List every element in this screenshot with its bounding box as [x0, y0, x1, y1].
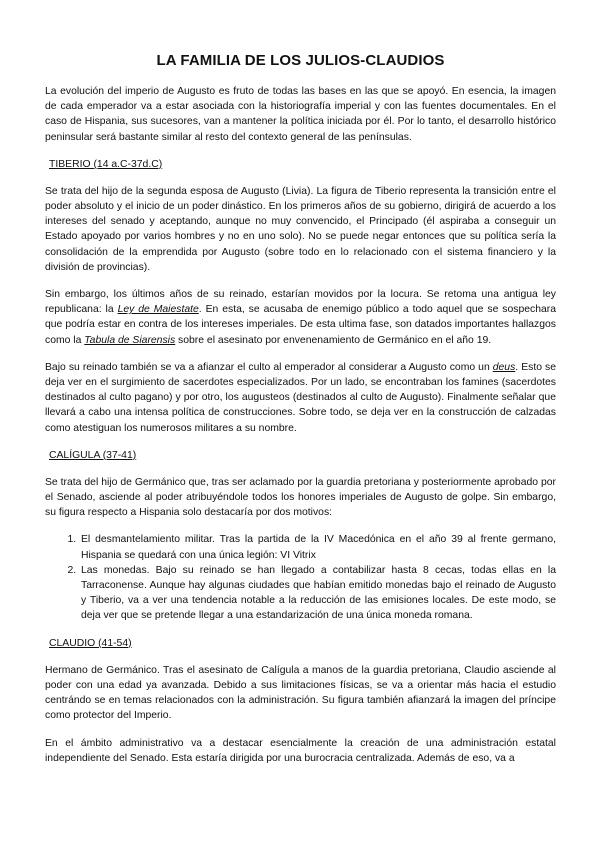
ley-de-maiestate: Ley de Maiestate	[117, 304, 199, 316]
deus-term: deus	[492, 361, 516, 373]
document-title: LA FAMILIA DE LOS JULIOS-CLAUDIOS	[156, 52, 445, 69]
tiberio-p2-text-b: . En esta, se acusaba de enemigo público a todo aquel que se sospechara que podría estar en contra de los intereses imperiales. De esta ultima fase, son datados importantes hallazgos como la	[45, 304, 556, 346]
list-item: 1. El desmantelamiento militar. Tras la partida de la IV Macedónica en el año 39 al frente germano, Hispania se quedará con una única legión: VI Vitrix	[79, 532, 556, 562]
tiberio-p3-text-b: . Esto se deja ver en el surgimiento de sacerdotes especializados. Por un lado, se encontraban los famines (sacerdotes destinados al culto pagano) y por otro, los augusteos (destinados al culto de Augusto). Finalmente señalar que llevará a cabo una intensa política de construcciones. Sobre todo, se deja ver en la construcción de calzadas como atestiguan los numerosos militares a su nombre.	[45, 361, 556, 434]
tiberio-heading: TIBERIO (14 a.C-37d.C)	[49, 158, 163, 170]
claudio-paragraph-1: Hermano de Germánico. Tras el asesinato de Calígula a manos de la guardia pretoriana, Claudio asciende al poder con una edad ya avanzada. Debido a sus limitaciones físicas, se va a orientar más hacia el estudio centrándo se en temas relacionados con la administración. Su figura también afianzará la imagen del príncipe como protector del Imperio.	[45, 664, 556, 722]
intro-paragraph: La evolución del imperio de Augusto es fruto de todas las bases en las que se apoyó. En esencia, la imagen de cada emperador va a estar asociada con la historiografía imperial y con las fuentes documentales. En el caso de Hispania, sus sucesores, van a mantener la política iniciada por él. Por lo tanto, el desarrollo histórico peninsular será bastante similar al resto del contexto general de las penínsulas.	[45, 86, 556, 143]
claudio-heading: CLAUDIO (41-54)	[49, 637, 132, 649]
tiberio-p3-text-a: Bajo su reinado también se va a afianzar el culto al emperador al considerar a Augusto como un	[45, 361, 493, 373]
tiberio-paragraph-1: Se trata del hijo de la segunda esposa de Augusto (Livia). La figura de Tiberio representa la transición entre el poder absoluto y el inicio de un poder dinástico. En los primeros años de su gobierno, dirigirá de acuerdo a los intereses del senado y aceptando, aunque no muy convencido, el Principado (él aspiraba a conseguir un Estado apoyado por varios hombres y no en uno solo). No se puede negar entonces que su política sería la consolidación de la emprendida por Augusto (sobre todo en lo relacionado con el sistema financiero y la división de provincias).	[45, 185, 556, 273]
caligula-heading: CALÍGULA (37-41)	[49, 449, 137, 461]
tabula-de-siarensis: Tabula de Siarensis	[84, 334, 176, 346]
tiberio-paragraph-2	[45, 287, 556, 348]
tiberio-p2-text-c: sobre el asesinato por envenenamiento de Germánico en el año 19.	[175, 334, 492, 346]
claudio-paragraph-2: En el ámbito administrativo va a destacar esencialmente la creación de una administración estatal independiente del Senado. Esta estaría dirigida por una burocracia centralizada. Además de eso, va a	[45, 737, 556, 764]
caligula-list	[45, 532, 556, 623]
list-item: 2. Las monedas. Bajo su reinado se han llegado a contabilizar hasta 8 cecas, todas ellas en la Tarraconense. Aunque hay algunas ciudades que habían emitido monedas bajo el reinado de Augusto y Tiberio, va a ver una tendencia notable a la reducción de las emisiones locales. De este modo, se deja ver que se pretende llegar a una estandarización de una única moneda romana.	[79, 563, 556, 624]
tiberio-p2-text-a: Sin embargo, los últimos años de su reinado, estarían movidos por la locura. Se retoma una antigua ley republicana: la	[45, 289, 556, 316]
caligula-paragraph-1: Se trata del hijo de Germánico que, tras ser aclamado por la guardia pretoriana y posteriormente aprobado por el Senado, asciende al poder atribuyéndole todos los honores imperiales de Augusto de golpe. Sin embargo, su figura respecto a Hispania solo destacaría por dos motivos:	[45, 476, 556, 519]
tiberio-paragraph-3	[45, 360, 556, 436]
